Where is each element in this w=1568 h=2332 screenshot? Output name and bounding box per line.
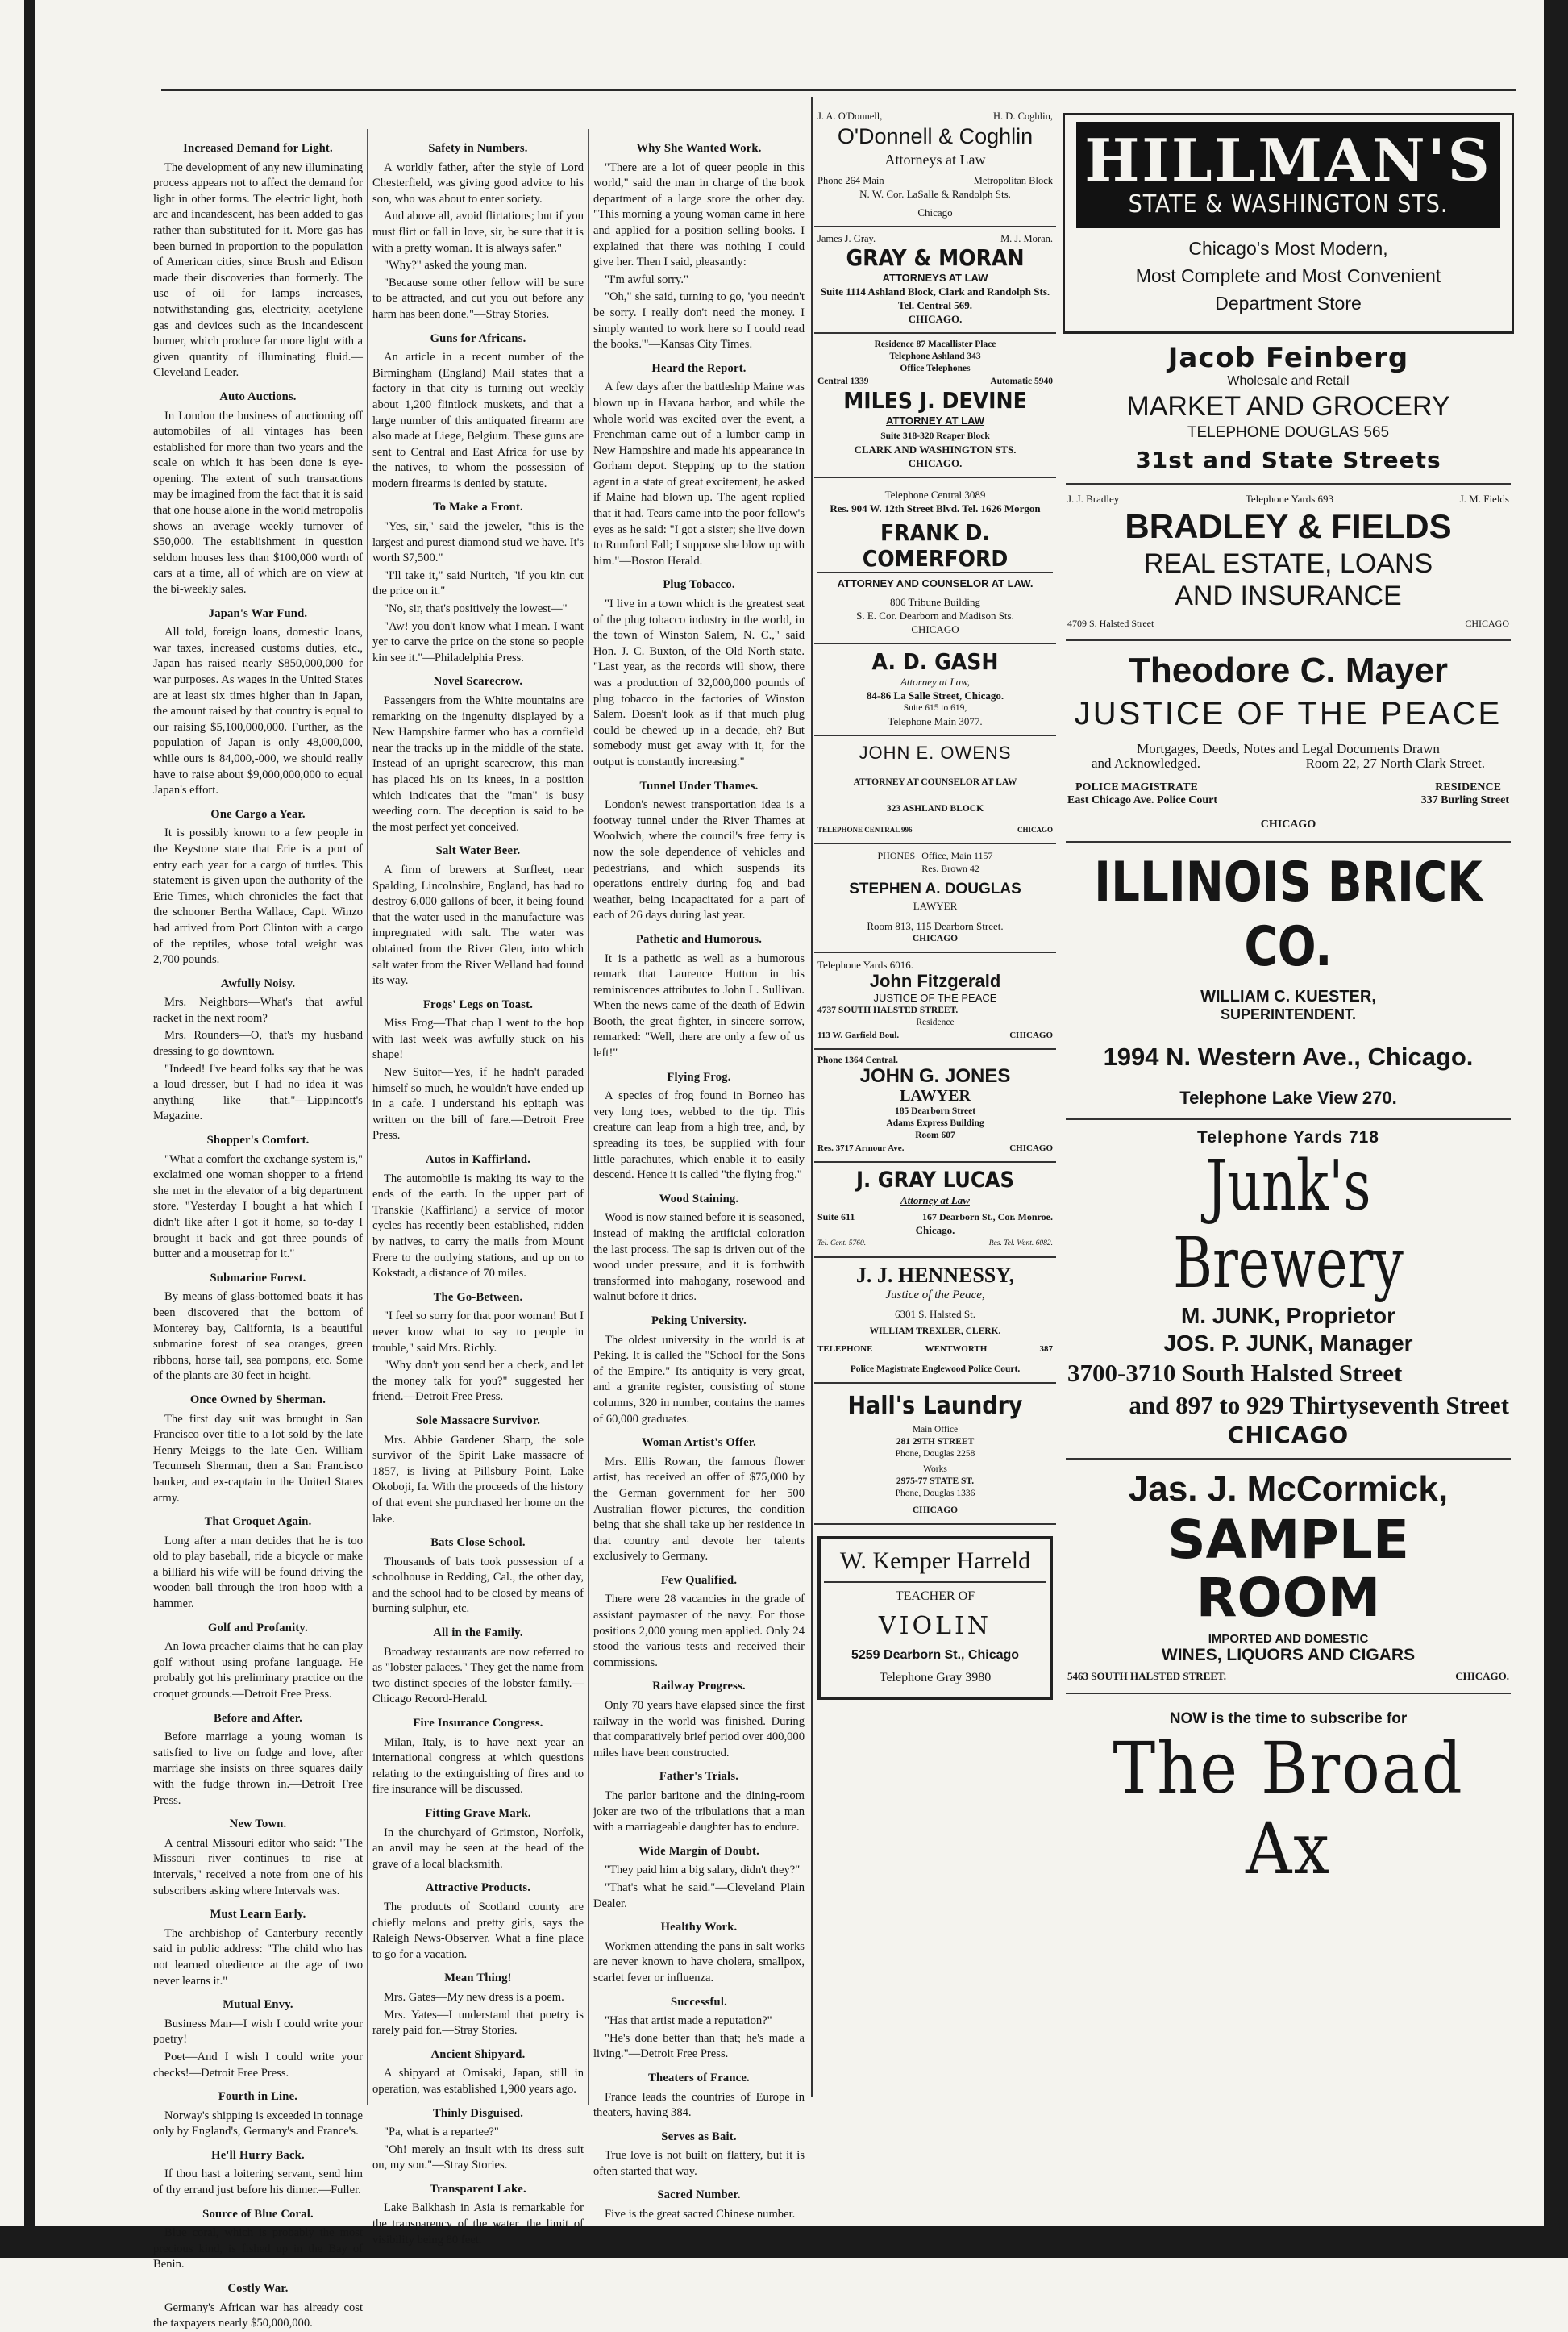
column-rule xyxy=(588,129,589,2105)
firm-name: STEPHEN A. DOUGLAS xyxy=(849,881,1021,897)
firm-name: JOHN G. JONES xyxy=(859,1065,1011,1087)
newspaper-name: The Broad Ax xyxy=(1113,1726,1464,1890)
article-headline: Mean Thing! xyxy=(444,1972,512,1985)
firm-city: CHICAGO xyxy=(911,623,959,635)
police-court: East Chicago Ave. Police Court xyxy=(1067,794,1217,806)
article-headline: Why She Wanted Work. xyxy=(636,142,762,155)
partner-name: J. M. Fields xyxy=(1459,493,1509,505)
office-telephones: Office Telephones xyxy=(900,364,971,373)
article-headline: Successful. xyxy=(671,1995,727,2009)
article-paragraph: The parlor baritone and the dining-room joker are two of the tribulations that a man with a marriageable daughter has to endure. xyxy=(593,1789,805,1834)
tagline: Most Complete and Most Convenient xyxy=(1135,265,1441,286)
partner-name: J. J. Bradley xyxy=(1067,493,1120,505)
firm-city: Chicago xyxy=(917,206,953,219)
residence-label: Residence xyxy=(916,1018,955,1027)
telephone: Telephone Yards 6016. xyxy=(817,959,913,971)
article-paragraph: The first day suit was brought in San Francisco over title to a lot sold by the late Henry Meiggs to the late Gen. William Tecumseh Sherman, then a San Francisco banker, and ex-captain in the United States army. xyxy=(153,1412,363,1505)
card-john-owens xyxy=(814,736,1056,844)
article-paragraph: The development of any new illuminating process appears not to affect the demand for light in other forms. The electric light, both arc and incandescent, has been added to gas rather than substituted for it. More gas has been burned in proportion to the population of American cities, since Brush and Edison made their discoveries than formerly. The use of oil for lamps increases, notwithstanding gas, electricity, acetylene gas and devices such as the incandescent burner, which produce far more light with a given quantity of illuminating fluid.—Cleveland Leader. xyxy=(153,160,363,380)
article-paragraph: If thou hast a loitering servant, send him of thy errand just before his dinner.—Fuller. xyxy=(153,2168,363,2197)
firm-city: CHICAGO xyxy=(1009,1143,1053,1153)
article-headline: Salt Water Beer. xyxy=(435,844,521,858)
ad-jacob-feinberg xyxy=(1063,334,1514,483)
residence: Res. 3717 Armour Ave. xyxy=(817,1143,905,1153)
firm-city: CHICAGO xyxy=(912,1505,959,1515)
article-headline: Shopper's Comfort. xyxy=(206,1134,310,1147)
article-paragraph: "Why?" asked the young man. xyxy=(384,259,527,273)
telephone: Phone 1364 Central. xyxy=(817,1056,898,1065)
article-paragraph: Broadway restaurants are now referred to as "lobster palaces." They get the name from two distinct species of the lobster family.—Chicago Record-Herald. xyxy=(372,1645,584,1706)
article-headline: Peking University. xyxy=(651,1314,747,1327)
firm-city: CHICAGO xyxy=(1009,1031,1053,1040)
telephone: TELEPHONE CENTRAL 996 xyxy=(817,826,913,834)
residence: 337 Burling Street xyxy=(1420,794,1509,806)
business-line: MARKET AND GROCERY xyxy=(1126,391,1450,422)
firm-building: 806 Tribune Building xyxy=(890,596,980,608)
article-paragraph: All told, foreign loans, domestic loans, war taxes, increased customs duties, etc., Japan has raised nearly $850,000,000 for war purposes. As wages in the United States are at least six times higher than in Japan, the amount raised by that country is equal to our raising $5,100,000,000. Further, as the population of Japan is only 48,000,000, while ours is 84,000,-000, we should really have to raise about $9,000,000,000 to equal Japan's effort. xyxy=(153,626,363,797)
article-headline: Safety in Numbers. xyxy=(428,142,528,155)
article-headline: One Cargo a Year. xyxy=(210,807,306,821)
business-name: Junk's Brewery xyxy=(1173,1146,1404,1304)
goods-type: IMPORTED AND DOMESTIC xyxy=(1208,1632,1369,1646)
article-headline: Before and After. xyxy=(213,1711,302,1725)
article-paragraph: Before marriage a young woman is satisfied to live on fudge and love, after marriage she insists on three squares daily with the fudge thrown in.—Detroit Free Press. xyxy=(153,1730,363,1807)
article-headline: Auto Auctions. xyxy=(219,389,297,403)
business-services: Mortgages, Deeds, Notes and Legal Documents Drawn xyxy=(1137,741,1440,756)
business-line: REAL ESTATE, LOANS xyxy=(1143,548,1433,579)
article-paragraph: Workmen attending the pans in salt works are never known to have cholera, smallpox, scarlet fever or influenza. xyxy=(593,1939,805,1984)
business-name: BRADLEY & FIELDS xyxy=(1125,507,1452,545)
card-miles-devine xyxy=(814,334,1056,478)
firm-role: Justice of the Peace, xyxy=(885,1289,985,1301)
article-paragraph: Mrs. Rounders—O, that's my husband dressing to go downtown. xyxy=(153,1029,363,1059)
article-headline: Increased Demand for Light. xyxy=(183,142,333,155)
firm-address: 6301 S. Halsted St. xyxy=(894,1308,976,1320)
article-headline: Ancient Shipyard. xyxy=(430,2047,526,2061)
article-paragraph: "Why don't you send her a check, and let the money talk for you?" suggested her friend.—Detroit Free Press. xyxy=(372,1359,584,1404)
article-headline: Father's Trials. xyxy=(659,1770,739,1784)
firm-city: CHICAGO xyxy=(912,934,959,943)
article-paragraph: There were 28 vacancies in the grade of assistant paymaster of the navy. For those positions 2,000 young men applied. Only 24 stood the various tests and received their commissions. xyxy=(593,1593,805,1669)
telephone: Telephone Central 3089 xyxy=(884,489,986,501)
partner-name: M. J. Moran. xyxy=(1000,233,1053,244)
article-headline: All in the Family. xyxy=(433,1626,523,1640)
business-address: 4709 S. Halsted Street xyxy=(1067,618,1154,629)
firm-address: Room 813, 115 Dearborn Street. xyxy=(867,920,1004,932)
article-paragraph: "Pa, what is a repartee?" xyxy=(384,2126,499,2139)
news-column-3 xyxy=(593,133,805,2222)
ad-mccormick xyxy=(1063,1460,1514,1693)
firm-name: J. GRAY LUCAS xyxy=(856,1168,1014,1193)
ad-bradley-fields xyxy=(1063,485,1514,639)
card-stephen-douglas xyxy=(814,844,1056,953)
residence-label: RESIDENCE xyxy=(1435,781,1501,793)
hillmans-banner xyxy=(1076,122,1500,228)
firm-suite: Suite 615 to 619, xyxy=(903,703,967,713)
article-paragraph: A species of frog found in Borneo has very long toes, webbed to the tip. This creature can leap from a high tree, and, by spreading its toes, be supplied with four little parachutes, which enable it to easily descend. Hence it is called "the flying frog." xyxy=(593,1089,805,1182)
article-paragraph: "No, sir, that's positively the lowest—" xyxy=(384,602,568,616)
goods: WINES, LIQUORS AND CIGARS xyxy=(1161,1646,1416,1664)
police-magistrate: POLICE MAGISTRATE xyxy=(1075,781,1198,793)
article-paragraph: A few days after the battleship Maine was blown up in Havana harbor, and while the whole world was excited over the event, a Frenchman came out of a lumber camp in New Hampshire and made his appearance in Gorham depot. Stepping up to the station agent in a state of great excitement, he asked if Maine had blown up. The agent replied that it had. Tears came into the poor fellow's eyes as he said: "I got a sister; she live down to Rumford Fall; I suppose she blow up with him."—Boston Herald. xyxy=(593,381,805,568)
firm-city: CHICAGO xyxy=(1017,826,1053,834)
article-headline: Few Qualified. xyxy=(660,1573,738,1587)
article-headline: Fire Insurance Congress. xyxy=(413,1717,543,1730)
article-paragraph: "I'll take it," said Nuritch, "if you kin cut the price on it." xyxy=(372,568,584,598)
column-rule xyxy=(367,129,368,2105)
article-headline: Wood Staining. xyxy=(659,1192,739,1206)
firm-name: FRANK D. COMERFORD xyxy=(817,520,1053,573)
card-kemper-harreld xyxy=(817,1536,1053,1700)
residence: 113 W. Garfield Boul. xyxy=(817,1031,900,1040)
firm-address: N. W. Cor. LaSalle & Randolph Sts. xyxy=(859,188,1011,200)
superintendent-name: WILLIAM C. KUESTER, xyxy=(1200,988,1376,1006)
article-paragraph: An Iowa preacher claims that he can play golf without using profane language. He probably got his preliminary practice on the croquet grounds.—Detroit Free Press. xyxy=(153,1640,363,1701)
article-headline: Flying Frog. xyxy=(667,1070,731,1084)
proprietor: M. JUNK, Proprietor xyxy=(1180,1303,1396,1328)
firm-name: John Fitzgerald xyxy=(869,971,1001,991)
card-frank-comerford xyxy=(814,478,1056,644)
business-address: Room 22, 27 North Clark Street. xyxy=(1305,756,1485,771)
firm-role: ATTORNEY AT COUNSELOR AT LAW xyxy=(853,777,1017,787)
article-paragraph: It is possibly known to a few people in the Keystone state that Erie is a port of entry each year for a cargo of turtles. This statement is given upon the authority of the Erie Times, which chronicles the fact that the schooner Bertha Wallace, Capt. Winzo had arrived from Port Clinton with a cargo of the reptiles, whose total weight was 2,700 pounds. xyxy=(153,827,363,967)
clerk-name: WILLIAM TREXLER, CLERK. xyxy=(869,1326,1001,1336)
article-paragraph: Norway's shipping is exceeded in tonnage only by England's, Germany's and France's. xyxy=(153,2109,363,2138)
works-label: Works xyxy=(923,1464,947,1474)
article-headline: Sole Massacre Survivor. xyxy=(415,1414,541,1427)
firm-phone: Phone 264 Main xyxy=(817,175,884,186)
firm-address: 185 Dearborn Street xyxy=(894,1106,976,1116)
article-paragraph: "Because some other fellow will be sure to be attracted, and cut you out before any harm has been done."—Stray Stories. xyxy=(372,276,584,321)
article-headline: He'll Hurry Back. xyxy=(211,2148,305,2162)
firm-name: A. D. GASH xyxy=(871,648,999,675)
telephone-number: 387 xyxy=(1039,1344,1053,1354)
firm-address: Suite 1114 Ashland Block, Clark and Randolph Sts. Tel. Central 569. xyxy=(820,285,1050,311)
article-paragraph: Mrs. Ellis Rowan, the famous flower artist, has received an offer of $75,000 by the German government for her 500 Australian flower pictures, the condition being that she shall take up her residence in that country and devote her talents exclusively to Germany. xyxy=(593,1455,805,1564)
instrument: VIOLIN xyxy=(878,1612,992,1640)
telephone: Telephone Ashland 343 xyxy=(889,352,981,361)
firm-role: Attorney at Law xyxy=(900,1194,970,1206)
article-headline: To Make a Front. xyxy=(433,501,523,514)
firm-role: ATTORNEY AND COUNSELOR AT LAW. xyxy=(837,577,1034,589)
partner-name: H. D. Coghlin, xyxy=(993,110,1053,122)
store-name: HILLMAN'S xyxy=(1084,126,1492,194)
ad-junks-brewery xyxy=(1063,1120,1514,1458)
article-paragraph: "Oh," she said, turning to go, 'you needn't be sorry. I really don't need the money. I simply wanted to work here so I could read the books.'"—Kansas City Times. xyxy=(593,290,805,352)
firm-name: J. J. HENNESSY, xyxy=(855,1264,1015,1287)
business-line: SAMPLE ROOM xyxy=(1167,1509,1409,1629)
telephone: Telephone Lake View 270. xyxy=(1179,1088,1397,1108)
article-paragraph: "Oh! merely an insult with its dress suit on, my son."—Stray Stories. xyxy=(372,2143,584,2172)
article-paragraph: "Has that artist made a reputation?" xyxy=(605,2014,772,2028)
firm-city: CHICAGO. xyxy=(908,457,963,469)
article-paragraph: Milan, Italy, is to have next year an international congress at which questions relating to the extinguishing of fires and to fire insurance will be discussed. xyxy=(372,1735,584,1797)
article-paragraph: The archbishop of Canterbury recently said in public address: "The child who has not learned obedience at the age of two never learns it." xyxy=(153,1926,363,1988)
article-paragraph: "He's done better than that; he's made a living."—Detroit Free Press. xyxy=(593,2031,805,2061)
article-headline: Transparent Lake. xyxy=(430,2182,526,2196)
firm-building: Metropolitan Block xyxy=(973,175,1053,186)
article-headline: Source of Blue Coral. xyxy=(202,2207,314,2221)
article-paragraph: New Suitor—Yes, if he hadn't paraded himself so much, he wouldn't have ended up in a cafe. I understand his epitaph was written on the bill of fare.—Detroit Free Press. xyxy=(372,1066,584,1143)
article-headline: That Croquet Again. xyxy=(204,1515,312,1529)
card-jj-hennessy xyxy=(814,1258,1056,1384)
article-paragraph: The oldest university in the world is at Peking. It is called the "School for the Sons of the Empire." Its antiquity is very great, and a granite register, consisting of stone columns, 320 in number, contains the names of 60,000 graduates. xyxy=(593,1333,805,1426)
article-paragraph: In London the business of auctioning off automobiles of all vintages has been established for more than two years and the scale on which it has been done is eye-opening. The extent of such transactions may be imagined from the fact that it is said that one house alone in the world metropolis shows an average weekly turnover of $50,000. The establishment in question seldom houses less than $100,000 worth of cars at a time, all of which are on view at the bi-weekly sales. xyxy=(153,409,363,597)
article-paragraph: And above all, avoid flirtations; but if you must flirt or fall in love, sir, be sure that it is with a pretty woman. It is always safer." xyxy=(372,210,584,255)
article-paragraph: Germany's African war has already cost the taxpayers nearly $50,000,000. xyxy=(153,2301,363,2330)
ad-theodore-mayer xyxy=(1063,641,1514,841)
article-headline: Attractive Products. xyxy=(425,1881,531,1895)
partner-name: J. A. O'Donnell, xyxy=(817,110,883,122)
article-headline: Costly War. xyxy=(227,2282,289,2296)
article-paragraph: "I feel so sorry for that poor woman! But I never know what to say to people in trouble," said Mrs. Richly. xyxy=(372,1310,584,1355)
article-paragraph: It is a pathetic as well as a humorous remark that Laurence Hutton in his reminiscences attributes to John L. Sullivan. When the news came of the death of Edwin Booth, the great fighter, in sincere sorrow, remarked: "Well, there are only a few of us left!" xyxy=(593,952,805,1060)
page-edge-left xyxy=(24,0,35,2258)
article-paragraph: The products of Scotland county are chiefly melons and pretty girls, says the Raleigh News-Observer. What a fine place to go for a vacation. xyxy=(372,1900,584,1961)
ad-hillmans xyxy=(1063,113,1514,334)
article-paragraph: A central Missouri editor who said: "The Missouri river continues to rise at intervals," received a note from one of his subscribers asking where Intervals was. xyxy=(153,1836,363,1897)
firm-role: ATTORNEY AT LAW xyxy=(885,414,985,427)
tagline: Chicago's Most Modern, xyxy=(1188,238,1388,259)
column-rule xyxy=(811,97,813,2097)
article-headline: Mutual Envy. xyxy=(223,1998,293,2012)
business-services: and Acknowledged. xyxy=(1092,756,1201,771)
article-paragraph: A shipyard at Omisaki, Japan, still in operation, was established 1,900 years ago. xyxy=(372,2067,584,2096)
business-line: AND INSURANCE xyxy=(1175,581,1402,611)
firm-name: W. Kemper Harreld xyxy=(824,1547,1046,1583)
telephone: Telephone Yards 718 xyxy=(1197,1128,1379,1147)
residence: Res. 904 W. 12th Street Blvd. Tel. 1626 Morgon xyxy=(830,502,1041,514)
article-paragraph: "Yes, sir," said the jeweler, "this is the largest and purest diamond stud we have. It's worth $7,500." xyxy=(372,520,584,565)
article-headline: Fitting Grave Mark. xyxy=(425,1807,531,1820)
article-headline: Awfully Noisy. xyxy=(220,977,296,990)
business-address: 1994 N. Western Ave., Chicago. xyxy=(1103,1043,1474,1071)
business-city: CHICAGO xyxy=(1260,818,1316,831)
article-paragraph: Miss Frog—That chap I went to the hop with last week was awfully stuck on his shape! xyxy=(372,1017,584,1062)
business-name: Jas. J. McCormick, xyxy=(1128,1469,1449,1509)
article-headline: Golf and Profanity. xyxy=(208,1621,308,1634)
subscribe-line: NOW is the time to subscribe for xyxy=(1169,1710,1408,1727)
firm-address: 323 ASHLAND BLOCK xyxy=(886,804,984,814)
firm-name: GRAY & MORAN xyxy=(846,244,1025,271)
card-john-jones xyxy=(814,1050,1056,1163)
article-paragraph: Poet—And I wish I could write your checks!—Detroit Free Press. xyxy=(153,2050,363,2080)
firm-role: LAWYER xyxy=(900,1087,971,1105)
article-paragraph: "There are a lot of queer people in this world," said the man in charge of the book department of a large store the other day. "This morning a young woman came in here and applied for a position selling books. I explained that there was nothing I could give her. Then I said, pleasantly: xyxy=(593,160,805,269)
article-paragraph: By means of glass-bottomed boats it has been discovered that the bottom of Monterey bay, California, is a beautiful submarine forest of sea oranges, green ribbons, horse tail, sea pompons, etc. Some of the plants are 30 feet in height. xyxy=(153,1290,363,1383)
article-paragraph: Five is the great sacred Chinese number. xyxy=(605,2208,796,2222)
ad-broad-ax xyxy=(1063,1694,1514,1899)
firm-city: CHICAGO. xyxy=(908,313,963,325)
article-paragraph: Mrs. Gates—My new dress is a poem. xyxy=(384,1990,564,2004)
article-paragraph: Only 70 years have elapsed since the first railway in the world was finished. During that comparatively brief period over 400,000 miles have been constructed. xyxy=(593,1699,805,1759)
telephone: Telephone Gray 3980 xyxy=(879,1671,992,1684)
article-paragraph: Mrs. Neighbors—What's that awful racket in the next room? xyxy=(153,996,363,1025)
article-headline: Novel Scarecrow. xyxy=(433,675,523,689)
telephone: TELEPHONE DOUGLAS 565 xyxy=(1187,424,1390,441)
page-edge-right xyxy=(1544,0,1568,2258)
article-headline: Frogs' Legs on Toast. xyxy=(422,997,534,1011)
tagline: Department Store xyxy=(1215,293,1362,314)
residence: Residence 87 Macallister Place xyxy=(874,339,996,349)
card-j-gray-lucas xyxy=(814,1163,1056,1258)
business-address: 31st and State Streets xyxy=(1135,447,1441,473)
news-column-1 xyxy=(153,133,363,2330)
firm-room: Room 607 xyxy=(915,1131,955,1140)
article-headline: Wide Margin of Doubt. xyxy=(638,1844,759,1858)
article-paragraph: "They paid him a big salary, didn't they?" xyxy=(605,1864,801,1877)
article-headline: Theaters of France. xyxy=(648,2071,750,2084)
article-headline: Submarine Forest. xyxy=(210,1271,306,1285)
partner-name: James J. Gray. xyxy=(817,233,876,244)
card-odonnell-coghlin xyxy=(814,105,1056,227)
article-paragraph: Lake Balkhash in Asia is remarkable for the transparency of the water, the limit of visibility being 80 feet. xyxy=(372,2201,584,2247)
firm-role: TEACHER OF xyxy=(895,1589,975,1603)
firm-address: 84-86 La Salle Street, Chicago. xyxy=(866,689,1004,702)
firm-name: O'Donnell & Coghlin xyxy=(837,124,1034,148)
article-paragraph: True love is not built on flattery, but it is often started that way. xyxy=(593,2149,805,2178)
firm-address: 4737 SOUTH HALSTED STREET. xyxy=(817,1006,959,1015)
article-headline: Tunnel Under Thames. xyxy=(639,779,759,793)
article-paragraph: "I live in a town which is the greatest seat of the plug tobacco industry in the world, in the town of Winston Salem, N. C.," said Hon. J. C. Buxton, of the Old North state. "Last year, as the records will show, there was a production of 32,000,000 pounds of plug tobacco in the factories of Winston Salem. Doesn't look as if that much plug could be chewed up in a decade, eh? But somebody must get away with it, for the output is constantly increasing." xyxy=(593,598,805,768)
article-headline: Serves as Bait. xyxy=(661,2130,737,2143)
article-headline: The Go-Between. xyxy=(433,1290,523,1304)
article-paragraph: "Indeed! I've heard folks say that he was a loud dresser, but I had no idea it was anything like that."—Lippincott's Magazine. xyxy=(153,1062,363,1123)
business-cards-column xyxy=(814,105,1056,2105)
business-address: 3700-3710 South Halsted Street xyxy=(1067,1359,1403,1387)
telephone: Office, Main 1157 xyxy=(921,850,993,861)
article-paragraph: "That's what he said."—Cleveland Plain Dealer. xyxy=(593,1880,805,1910)
superintendent-title: SUPERINTENDENT. xyxy=(1220,1006,1357,1022)
article-paragraph: "What a comfort the exchange system is," exclaimed one woman shopper to a friend she met in the elevator of a big department store. "Yesterday I bought a hat which I didn't like after I got it home, so to-day I brought it back and got three pounds of butter and a mousetrap for it." xyxy=(153,1152,363,1261)
article-headline: Railway Progress. xyxy=(652,1680,746,1693)
business-name: ILLINOIS BRICK CO. xyxy=(1094,851,1483,979)
article-paragraph: Mrs. Abbie Gardener Sharp, the sole survivor of the Spirit Lake massacre of 1857, is living at Pillsbury Point, Lake Okoboji, Ia. With the proceeds of the history of that event she purchased her home on the lake. xyxy=(372,1433,584,1526)
firm-role: Attorneys at Law xyxy=(884,152,986,168)
article-headline: Once Owned by Sherman. xyxy=(189,1393,326,1406)
business-name: Jacob Feinberg xyxy=(1167,342,1409,374)
telephone: Res. Brown 42 xyxy=(921,863,979,874)
article-paragraph: The automobile is making its way to the ends of the earth. In the upper part of Transkie (Kaffirland) a service of motor cycles has recently been established, ridden by natives, to carry the mails from Mount Frere to the outlying stations, and up on to Kokstadt, a distance of 70 miles. xyxy=(372,1172,584,1281)
article-paragraph: Long after a man decides that he is too old to play baseball, ride a bicycle or make a billiard his wife will be found driving the wooden ball through the iron hoop with a hammer. xyxy=(153,1534,363,1611)
article-headline: Bats Close School. xyxy=(430,1536,526,1550)
court-name: Police Magistrate Englewood Police Court. xyxy=(850,1364,1021,1374)
article-paragraph: A worldly father, after the style of Lord Chesterfield, was giving good advice to his son, who was about to enter society. xyxy=(372,160,584,206)
article-headline: Heard the Report. xyxy=(651,361,747,375)
article-paragraph: Business Man—I wish I could write your poetry! xyxy=(153,2017,363,2047)
phones-label: PHONES xyxy=(877,850,916,861)
telephone-label: TELEPHONE xyxy=(817,1344,873,1354)
display-ads-column xyxy=(1063,113,1514,2121)
article-headline: Must Learn Early. xyxy=(210,1908,306,1922)
article-paragraph: Wood is now stained before it is seasoned, instead of making the artificial coloration the last process. The sap is driven out of the wood under pressure, and it is forthwith transformed into mahogany, rosewood and walnut before it dries. xyxy=(593,1211,805,1304)
firm-role: JUSTICE OF THE PEACE xyxy=(873,992,997,1004)
firm-suite: Suite 611 xyxy=(817,1211,855,1222)
card-halls-laundry xyxy=(814,1384,1056,1525)
business-role: JUSTICE OF THE PEACE xyxy=(1074,696,1503,731)
business-address: and 897 to 929 Thirtyseventh Street xyxy=(1129,1391,1509,1419)
news-column-2 xyxy=(372,133,584,2247)
manager: JOS. P. JUNK, Manager xyxy=(1163,1330,1413,1355)
store-address: STATE & WASHINGTON STS. xyxy=(1128,190,1449,219)
business-city: CHICAGO xyxy=(1227,1422,1350,1448)
telephone: Phone, Douglas 2258 xyxy=(895,1449,975,1459)
firm-address: S. E. Cor. Dearborn and Madison Sts. xyxy=(856,610,1014,622)
article-headline: Fourth in Line. xyxy=(218,2090,298,2104)
article-paragraph: Blue coral, which is probably the most precious kind, is fished up in the Bay of Benin. xyxy=(153,2226,363,2272)
firm-address: 5259 Dearborn St., Chicago xyxy=(851,1648,1020,1662)
business-city: CHICAGO xyxy=(1465,618,1509,629)
business-address: 5463 SOUTH HALSTED STREET. xyxy=(1067,1670,1226,1682)
firm-building: Adams Express Building xyxy=(886,1118,984,1128)
top-rule xyxy=(161,89,1516,91)
article-headline: Japan's War Fund. xyxy=(208,606,308,620)
business-city: CHICAGO. xyxy=(1455,1670,1509,1682)
card-gray-moran xyxy=(814,227,1056,334)
firm-city: Chicago. xyxy=(915,1224,955,1236)
telephone: Central 1339 xyxy=(817,377,869,386)
article-headline: Autos in Kaffirland. xyxy=(425,1153,531,1167)
article-paragraph: A firm of brewers at Surfleet, near Spalding, Lincolnshire, England, has had to destroy 6,000 gallons of beer, it being found that the water used in the manufacture was impregnated with salt. The water was obtained from the River Glen, into which salt water from the River Welland had found its way. xyxy=(372,863,584,988)
article-headline: Healthy Work. xyxy=(660,1921,738,1934)
telephone: Phone, Douglas 1336 xyxy=(895,1489,975,1498)
article-headline: Plug Tobacco. xyxy=(663,578,735,592)
firm-name: Hall's Laundry xyxy=(847,1392,1023,1420)
article-headline: New Town. xyxy=(229,1818,287,1831)
business-type: Wholesale and Retail xyxy=(1227,374,1350,388)
article-paragraph: An article in a recent number of the Birmingham (England) Mail states that a factory in that city is turning out weekly about 1,200 flintlock muskets, and that a large number of this antiquated firearm are also made at Liege, Belgium. These guns are sent to Central and East Africa for use by the natives, to whom the possession of modern firearms is denied by statute. xyxy=(372,351,584,490)
telephone: Telephone Main 3077. xyxy=(888,715,983,727)
ad-illinois-brick xyxy=(1063,843,1514,1118)
article-paragraph: France leads the countries of Europe in theaters, having 384. xyxy=(593,2090,805,2120)
firm-role: ATTORNEYS AT LAW xyxy=(882,272,988,284)
firm-name: JOHN E. OWENS xyxy=(859,743,1012,763)
article-headline: Sacred Number. xyxy=(657,2188,741,2202)
firm-address: 167 Dearborn St., Cor. Monroe. xyxy=(922,1211,1053,1222)
firm-address: 2975-77 STATE ST. xyxy=(896,1476,975,1486)
article-headline: Guns for Africans. xyxy=(430,331,526,345)
firm-role: LAWYER xyxy=(913,900,958,912)
firm-address: 281 29TH STREET xyxy=(896,1437,975,1447)
telephone: WENTWORTH xyxy=(925,1344,988,1354)
firm-address: CLARK AND WASHINGTON STS. xyxy=(854,443,1017,456)
article-paragraph: Thousands of bats took possession of a schoolhouse in Redding, Cal., the other day, and the school had to be closed by means of burning sulphur, etc. xyxy=(372,1555,584,1616)
article-headline: Woman Artist's Offer. xyxy=(642,1436,756,1450)
article-paragraph: Passengers from the White mountains are remarking on the ingenuity displayed by a New Hampshire farmer who has a cornfield near the tracks up in the middle of the state. Instead of an upright scarecrow, this man has placed his on its knees, in a position which indicates that the "man" is busy weeding corn. The deception is said to be the most perfect yet conceived. xyxy=(372,694,584,834)
firm-suite: Suite 318-320 Reaper Block xyxy=(880,431,990,441)
article-paragraph: "Aw! you don't know what I mean. I want yer to carve the price on the stone so people kin see it."—Philadelphia Press. xyxy=(372,619,584,664)
article-headline: Pathetic and Humorous. xyxy=(635,932,763,946)
firm-role: Attorney at Law, xyxy=(900,676,971,688)
business-name: Theodore C. Mayer xyxy=(1128,651,1449,690)
telephone: Telephone Yards 693 xyxy=(1245,493,1334,505)
office-label: Main Office xyxy=(912,1425,959,1435)
article-paragraph: Mrs. Yates—I understand that poetry is rarely paid for.—Stray Stories. xyxy=(372,2008,584,2038)
card-john-fitzgerald xyxy=(814,953,1056,1050)
firm-name: MILES J. DEVINE xyxy=(843,387,1027,414)
telephone: Res. Tel. Went. 6082. xyxy=(988,1239,1053,1247)
card-ad-gash xyxy=(814,644,1056,736)
telephone: Automatic 5940 xyxy=(990,377,1053,386)
article-paragraph: "I'm awful sorry." xyxy=(605,273,688,286)
telephone: Tel. Cent. 5760. xyxy=(817,1239,867,1247)
article-paragraph: In the churchyard of Grimston, Norfolk, an anvil may be seen at the head of the grave of a local blacksmith. xyxy=(372,1826,584,1871)
article-headline: Thinly Disguised. xyxy=(432,2106,524,2120)
article-paragraph: London's newest transportation idea is a footway tunnel under the River Thames at Woolwich, where the council's free ferry is now the sole dependence of vehicles and pedestrians, and which suspends its operations entirely during fog and bad weather, being incapacitated for a part of each of 26 days during last year. xyxy=(593,798,805,922)
